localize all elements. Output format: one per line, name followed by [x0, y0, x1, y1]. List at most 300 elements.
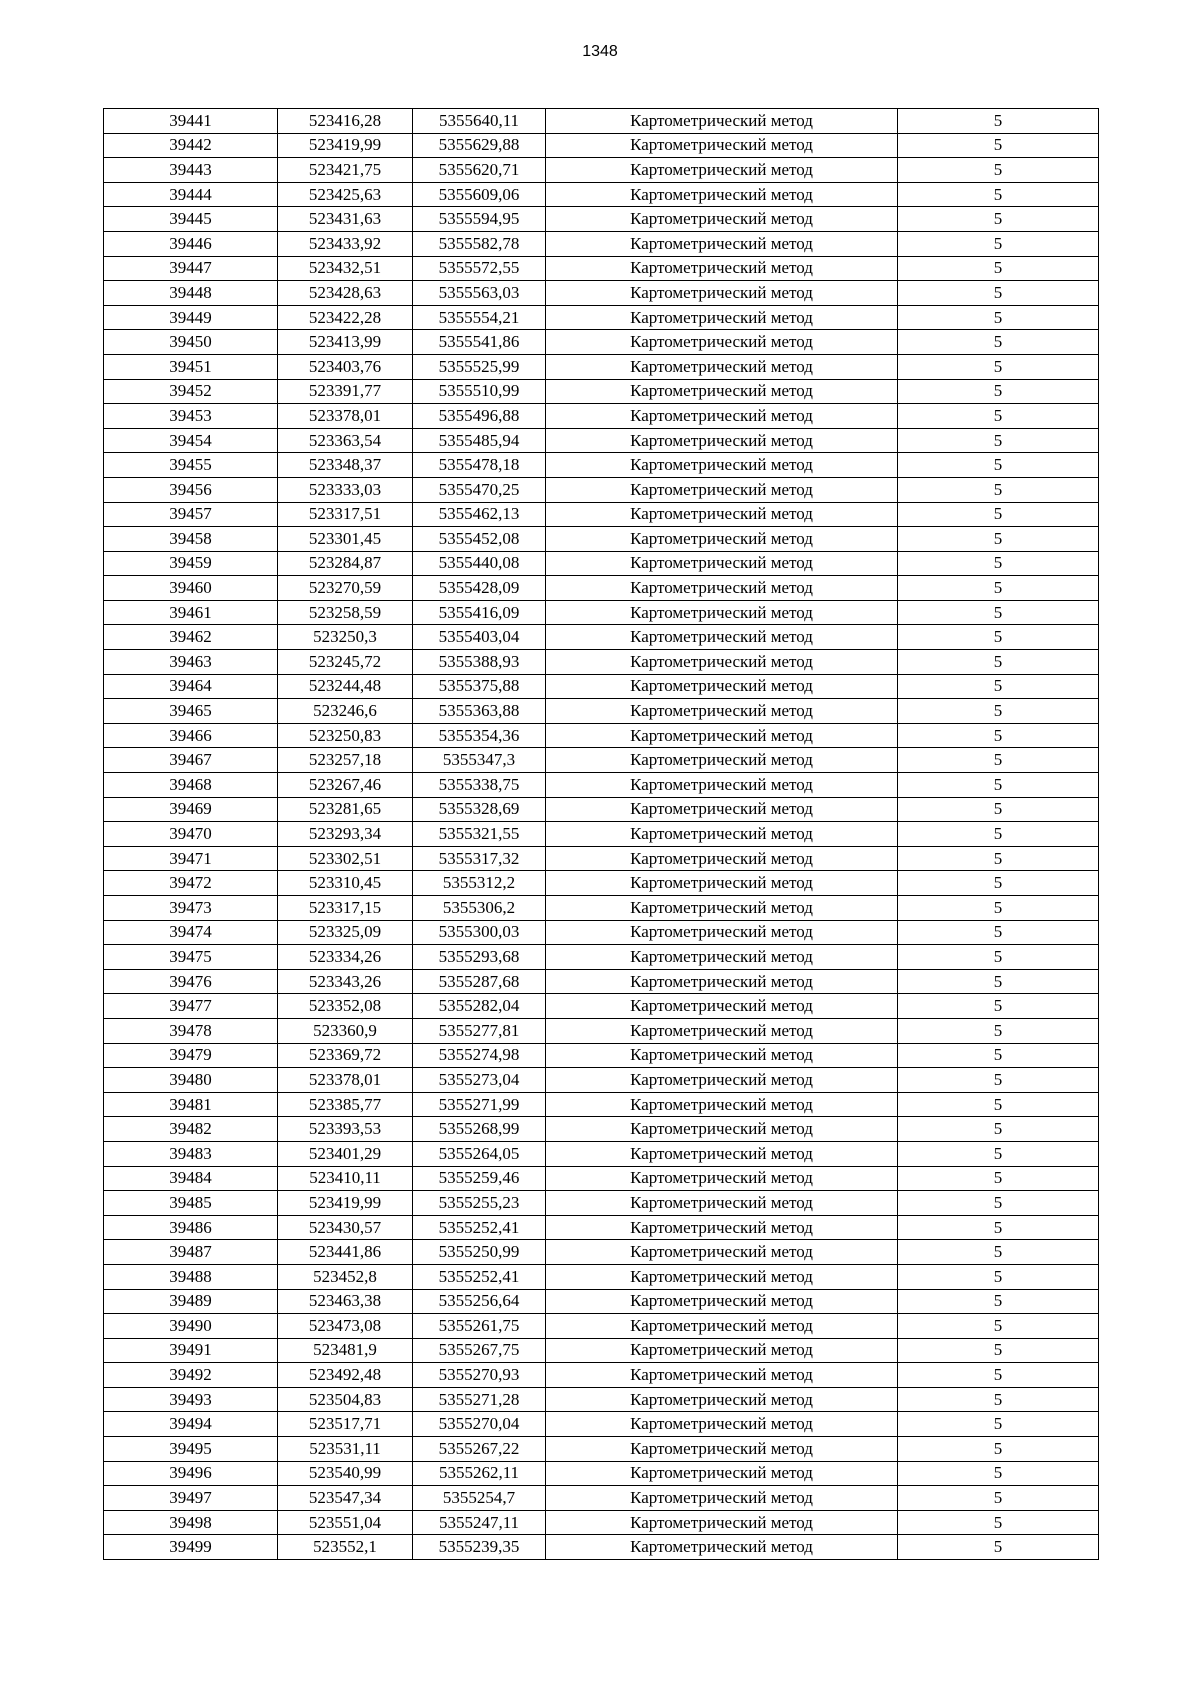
y-coordinate-cell: 5355262,11 — [413, 1461, 546, 1486]
y-coordinate-cell: 5355462,13 — [413, 502, 546, 527]
table-row — [104, 822, 1099, 847]
x-coordinate-cell: 523293,34 — [278, 822, 413, 847]
x-coordinate-cell: 523422,28 — [278, 305, 413, 330]
x-coordinate-cell: 523547,34 — [278, 1486, 413, 1511]
x-coordinate-cell: 523401,29 — [278, 1141, 413, 1166]
accuracy-cell: 5 — [898, 477, 1099, 502]
point-number-cell: 39484 — [104, 1166, 278, 1191]
point-number-cell: 39456 — [104, 477, 278, 502]
table-row — [104, 453, 1099, 478]
point-number-cell: 39457 — [104, 502, 278, 527]
x-coordinate-cell: 523244,48 — [278, 674, 413, 699]
y-coordinate-cell: 5355254,7 — [413, 1486, 546, 1511]
table-row — [104, 1264, 1099, 1289]
accuracy-cell: 5 — [898, 822, 1099, 847]
coordinates-table — [103, 108, 1099, 1560]
method-cell: Картометрический метод — [546, 1437, 898, 1462]
x-coordinate-cell: 523333,03 — [278, 477, 413, 502]
x-coordinate-cell: 523413,99 — [278, 330, 413, 355]
method-cell: Картометрический метод — [546, 354, 898, 379]
x-coordinate-cell: 523473,08 — [278, 1314, 413, 1339]
accuracy-cell: 5 — [898, 674, 1099, 699]
table-row — [104, 871, 1099, 896]
y-coordinate-cell: 5355282,04 — [413, 994, 546, 1019]
accuracy-cell: 5 — [898, 871, 1099, 896]
x-coordinate-cell: 523393,53 — [278, 1117, 413, 1142]
x-coordinate-cell: 523302,51 — [278, 846, 413, 871]
accuracy-cell: 5 — [898, 379, 1099, 404]
point-number-cell: 39481 — [104, 1092, 278, 1117]
method-cell: Картометрический метод — [546, 748, 898, 773]
table-row — [104, 477, 1099, 502]
point-number-cell: 39446 — [104, 231, 278, 256]
table-row — [104, 551, 1099, 576]
accuracy-cell: 5 — [898, 576, 1099, 601]
method-cell: Картометрический метод — [546, 207, 898, 232]
x-coordinate-cell: 523419,99 — [278, 133, 413, 158]
y-coordinate-cell: 5355312,2 — [413, 871, 546, 896]
point-number-cell: 39498 — [104, 1510, 278, 1535]
method-cell: Картометрический метод — [546, 674, 898, 699]
method-cell: Картометрический метод — [546, 1166, 898, 1191]
table-row — [104, 1068, 1099, 1093]
y-coordinate-cell: 5355267,22 — [413, 1437, 546, 1462]
table-row — [104, 379, 1099, 404]
method-cell: Картометрический метод — [546, 109, 898, 134]
y-coordinate-cell: 5355452,08 — [413, 527, 546, 552]
y-coordinate-cell: 5355388,93 — [413, 650, 546, 675]
accuracy-cell: 5 — [898, 600, 1099, 625]
accuracy-cell: 5 — [898, 428, 1099, 453]
accuracy-cell: 5 — [898, 354, 1099, 379]
point-number-cell: 39467 — [104, 748, 278, 773]
y-coordinate-cell: 5355273,04 — [413, 1068, 546, 1093]
y-coordinate-cell: 5355582,78 — [413, 231, 546, 256]
point-number-cell: 39450 — [104, 330, 278, 355]
point-number-cell: 39462 — [104, 625, 278, 650]
y-coordinate-cell: 5355271,99 — [413, 1092, 546, 1117]
accuracy-cell: 5 — [898, 1338, 1099, 1363]
x-coordinate-cell: 523284,87 — [278, 551, 413, 576]
table-row — [104, 674, 1099, 699]
x-coordinate-cell: 523551,04 — [278, 1510, 413, 1535]
table-row — [104, 1387, 1099, 1412]
x-coordinate-cell: 523492,48 — [278, 1363, 413, 1388]
table-row — [104, 1191, 1099, 1216]
x-coordinate-cell: 523403,76 — [278, 354, 413, 379]
point-number-cell: 39494 — [104, 1412, 278, 1437]
y-coordinate-cell: 5355306,2 — [413, 896, 546, 921]
accuracy-cell: 5 — [898, 1387, 1099, 1412]
point-number-cell: 39469 — [104, 797, 278, 822]
point-number-cell: 39477 — [104, 994, 278, 1019]
accuracy-cell: 5 — [898, 773, 1099, 798]
point-number-cell: 39445 — [104, 207, 278, 232]
table-row — [104, 1363, 1099, 1388]
y-coordinate-cell: 5355354,36 — [413, 723, 546, 748]
table-row — [104, 354, 1099, 379]
method-cell: Картометрический метод — [546, 1387, 898, 1412]
y-coordinate-cell: 5355239,35 — [413, 1535, 546, 1560]
point-number-cell: 39482 — [104, 1117, 278, 1142]
point-number-cell: 39448 — [104, 281, 278, 306]
point-number-cell: 39475 — [104, 945, 278, 970]
table-row — [104, 1141, 1099, 1166]
accuracy-cell: 5 — [898, 1486, 1099, 1511]
x-coordinate-cell: 523250,83 — [278, 723, 413, 748]
accuracy-cell: 5 — [898, 969, 1099, 994]
table-row — [104, 133, 1099, 158]
table-row — [104, 625, 1099, 650]
table-row — [104, 576, 1099, 601]
table-row — [104, 723, 1099, 748]
accuracy-cell: 5 — [898, 1043, 1099, 1068]
accuracy-cell: 5 — [898, 699, 1099, 724]
y-coordinate-cell: 5355252,41 — [413, 1215, 546, 1240]
point-number-cell: 39455 — [104, 453, 278, 478]
method-cell: Картометрический метод — [546, 453, 898, 478]
x-coordinate-cell: 523431,63 — [278, 207, 413, 232]
y-coordinate-cell: 5355287,68 — [413, 969, 546, 994]
point-number-cell: 39460 — [104, 576, 278, 601]
x-coordinate-cell: 523334,26 — [278, 945, 413, 970]
method-cell: Картометрический метод — [546, 723, 898, 748]
accuracy-cell: 5 — [898, 1363, 1099, 1388]
table-row — [104, 600, 1099, 625]
x-coordinate-cell: 523378,01 — [278, 404, 413, 429]
accuracy-cell: 5 — [898, 453, 1099, 478]
accuracy-cell: 5 — [898, 281, 1099, 306]
method-cell: Картометрический метод — [546, 1510, 898, 1535]
accuracy-cell: 5 — [898, 896, 1099, 921]
table-row — [104, 920, 1099, 945]
point-number-cell: 39468 — [104, 773, 278, 798]
accuracy-cell: 5 — [898, 920, 1099, 945]
y-coordinate-cell: 5355252,41 — [413, 1264, 546, 1289]
method-cell: Картометрический метод — [546, 797, 898, 822]
method-cell: Картометрический метод — [546, 1092, 898, 1117]
y-coordinate-cell: 5355609,06 — [413, 182, 546, 207]
point-number-cell: 39492 — [104, 1363, 278, 1388]
y-coordinate-cell: 5355594,95 — [413, 207, 546, 232]
x-coordinate-cell: 523410,11 — [278, 1166, 413, 1191]
accuracy-cell: 5 — [898, 1412, 1099, 1437]
point-number-cell: 39461 — [104, 600, 278, 625]
accuracy-cell: 5 — [898, 1289, 1099, 1314]
table-row — [104, 158, 1099, 183]
table-row — [104, 1314, 1099, 1339]
x-coordinate-cell: 523416,28 — [278, 109, 413, 134]
y-coordinate-cell: 5355510,99 — [413, 379, 546, 404]
y-coordinate-cell: 5355563,03 — [413, 281, 546, 306]
method-cell: Картометрический метод — [546, 502, 898, 527]
x-coordinate-cell: 523281,65 — [278, 797, 413, 822]
accuracy-cell: 5 — [898, 1535, 1099, 1560]
method-cell: Картометрический метод — [546, 822, 898, 847]
method-cell: Картометрический метод — [546, 773, 898, 798]
y-coordinate-cell: 5355255,23 — [413, 1191, 546, 1216]
method-cell: Картометрический метод — [546, 1068, 898, 1093]
method-cell: Картометрический метод — [546, 256, 898, 281]
method-cell: Картометрический метод — [546, 920, 898, 945]
y-coordinate-cell: 5355375,88 — [413, 674, 546, 699]
table-row — [104, 1117, 1099, 1142]
y-coordinate-cell: 5355317,32 — [413, 846, 546, 871]
x-coordinate-cell: 523428,63 — [278, 281, 413, 306]
table-row — [104, 1289, 1099, 1314]
y-coordinate-cell: 5355440,08 — [413, 551, 546, 576]
x-coordinate-cell: 523432,51 — [278, 256, 413, 281]
table-row — [104, 773, 1099, 798]
accuracy-cell: 5 — [898, 1510, 1099, 1535]
accuracy-cell: 5 — [898, 1092, 1099, 1117]
point-number-cell: 39471 — [104, 846, 278, 871]
table-row — [104, 1166, 1099, 1191]
table-row — [104, 1486, 1099, 1511]
y-coordinate-cell: 5355256,64 — [413, 1289, 546, 1314]
point-number-cell: 39479 — [104, 1043, 278, 1068]
point-number-cell: 39489 — [104, 1289, 278, 1314]
y-coordinate-cell: 5355541,86 — [413, 330, 546, 355]
accuracy-cell: 5 — [898, 748, 1099, 773]
point-number-cell: 39491 — [104, 1338, 278, 1363]
point-number-cell: 39476 — [104, 969, 278, 994]
table-row — [104, 330, 1099, 355]
x-coordinate-cell: 523325,09 — [278, 920, 413, 945]
table-row — [104, 231, 1099, 256]
y-coordinate-cell: 5355328,69 — [413, 797, 546, 822]
method-cell: Картометрический метод — [546, 846, 898, 871]
y-coordinate-cell: 5355274,98 — [413, 1043, 546, 1068]
page-number: 1348 — [582, 43, 618, 60]
table-row — [104, 502, 1099, 527]
point-number-cell: 39490 — [104, 1314, 278, 1339]
table-row — [104, 945, 1099, 970]
accuracy-cell: 5 — [898, 945, 1099, 970]
y-coordinate-cell: 5355277,81 — [413, 1018, 546, 1043]
accuracy-cell: 5 — [898, 527, 1099, 552]
table-row — [104, 1240, 1099, 1265]
x-coordinate-cell: 523348,37 — [278, 453, 413, 478]
x-coordinate-cell: 523531,11 — [278, 1437, 413, 1462]
point-number-cell: 39443 — [104, 158, 278, 183]
table-row — [104, 1338, 1099, 1363]
table-row — [104, 1535, 1099, 1560]
accuracy-cell: 5 — [898, 1018, 1099, 1043]
table-row — [104, 182, 1099, 207]
method-cell: Картометрический метод — [546, 182, 898, 207]
y-coordinate-cell: 5355321,55 — [413, 822, 546, 847]
method-cell: Картометрический метод — [546, 1461, 898, 1486]
x-coordinate-cell: 523310,45 — [278, 871, 413, 896]
accuracy-cell: 5 — [898, 1068, 1099, 1093]
y-coordinate-cell: 5355300,03 — [413, 920, 546, 945]
point-number-cell: 39444 — [104, 182, 278, 207]
point-number-cell: 39463 — [104, 650, 278, 675]
y-coordinate-cell: 5355363,88 — [413, 699, 546, 724]
accuracy-cell: 5 — [898, 158, 1099, 183]
x-coordinate-cell: 523441,86 — [278, 1240, 413, 1265]
point-number-cell: 39451 — [104, 354, 278, 379]
x-coordinate-cell: 523452,8 — [278, 1264, 413, 1289]
point-number-cell: 39486 — [104, 1215, 278, 1240]
point-number-cell: 39473 — [104, 896, 278, 921]
method-cell: Картометрический метод — [546, 477, 898, 502]
y-coordinate-cell: 5355403,04 — [413, 625, 546, 650]
method-cell: Картометрический метод — [546, 527, 898, 552]
y-coordinate-cell: 5355270,04 — [413, 1412, 546, 1437]
y-coordinate-cell: 5355293,68 — [413, 945, 546, 970]
method-cell: Картометрический метод — [546, 1486, 898, 1511]
x-coordinate-cell: 523419,99 — [278, 1191, 413, 1216]
y-coordinate-cell: 5355478,18 — [413, 453, 546, 478]
table-row — [104, 797, 1099, 822]
y-coordinate-cell: 5355268,99 — [413, 1117, 546, 1142]
point-number-cell: 39485 — [104, 1191, 278, 1216]
x-coordinate-cell: 523317,51 — [278, 502, 413, 527]
y-coordinate-cell: 5355347,3 — [413, 748, 546, 773]
accuracy-cell: 5 — [898, 1166, 1099, 1191]
x-coordinate-cell: 523421,75 — [278, 158, 413, 183]
accuracy-cell: 5 — [898, 625, 1099, 650]
accuracy-cell: 5 — [898, 797, 1099, 822]
method-cell: Картометрический метод — [546, 625, 898, 650]
method-cell: Картометрический метод — [546, 281, 898, 306]
method-cell: Картометрический метод — [546, 994, 898, 1019]
point-number-cell: 39452 — [104, 379, 278, 404]
method-cell: Картометрический метод — [546, 1535, 898, 1560]
x-coordinate-cell: 523540,99 — [278, 1461, 413, 1486]
point-number-cell: 39487 — [104, 1240, 278, 1265]
accuracy-cell: 5 — [898, 1264, 1099, 1289]
method-cell: Картометрический метод — [546, 551, 898, 576]
point-number-cell: 39483 — [104, 1141, 278, 1166]
accuracy-cell: 5 — [898, 502, 1099, 527]
point-number-cell: 39496 — [104, 1461, 278, 1486]
y-coordinate-cell: 5355428,09 — [413, 576, 546, 601]
x-coordinate-cell: 523363,54 — [278, 428, 413, 453]
table-row — [104, 256, 1099, 281]
point-number-cell: 39458 — [104, 527, 278, 552]
method-cell: Картометрический метод — [546, 1191, 898, 1216]
table-row — [104, 1412, 1099, 1437]
y-coordinate-cell: 5355261,75 — [413, 1314, 546, 1339]
accuracy-cell: 5 — [898, 109, 1099, 134]
method-cell: Картометрический метод — [546, 1363, 898, 1388]
accuracy-cell: 5 — [898, 1240, 1099, 1265]
accuracy-cell: 5 — [898, 1141, 1099, 1166]
y-coordinate-cell: 5355620,71 — [413, 158, 546, 183]
x-coordinate-cell: 523430,57 — [278, 1215, 413, 1240]
point-number-cell: 39466 — [104, 723, 278, 748]
y-coordinate-cell: 5355338,75 — [413, 773, 546, 798]
table-row — [104, 1461, 1099, 1486]
accuracy-cell: 5 — [898, 551, 1099, 576]
table-row — [104, 1043, 1099, 1068]
accuracy-cell: 5 — [898, 1215, 1099, 1240]
table-row — [104, 281, 1099, 306]
table-row — [104, 969, 1099, 994]
y-coordinate-cell: 5355640,11 — [413, 109, 546, 134]
point-number-cell: 39478 — [104, 1018, 278, 1043]
y-coordinate-cell: 5355267,75 — [413, 1338, 546, 1363]
table-row — [104, 1018, 1099, 1043]
x-coordinate-cell: 523317,15 — [278, 896, 413, 921]
x-coordinate-cell: 523391,77 — [278, 379, 413, 404]
point-number-cell: 39441 — [104, 109, 278, 134]
table-row — [104, 699, 1099, 724]
method-cell: Картометрический метод — [546, 699, 898, 724]
method-cell: Картометрический метод — [546, 576, 898, 601]
y-coordinate-cell: 5355250,99 — [413, 1240, 546, 1265]
y-coordinate-cell: 5355572,55 — [413, 256, 546, 281]
method-cell: Картометрический метод — [546, 379, 898, 404]
table-row — [104, 896, 1099, 921]
x-coordinate-cell: 523343,26 — [278, 969, 413, 994]
y-coordinate-cell: 5355270,93 — [413, 1363, 546, 1388]
method-cell: Картометрический метод — [546, 1314, 898, 1339]
accuracy-cell: 5 — [898, 1437, 1099, 1462]
y-coordinate-cell: 5355496,88 — [413, 404, 546, 429]
method-cell: Картометрический метод — [546, 231, 898, 256]
method-cell: Картометрический метод — [546, 871, 898, 896]
method-cell: Картометрический метод — [546, 1289, 898, 1314]
accuracy-cell: 5 — [898, 182, 1099, 207]
point-number-cell: 39497 — [104, 1486, 278, 1511]
table-row — [104, 404, 1099, 429]
method-cell: Картометрический метод — [546, 650, 898, 675]
point-number-cell: 39470 — [104, 822, 278, 847]
accuracy-cell: 5 — [898, 1117, 1099, 1142]
method-cell: Картометрический метод — [546, 1412, 898, 1437]
table-row — [104, 650, 1099, 675]
y-coordinate-cell: 5355554,21 — [413, 305, 546, 330]
point-number-cell: 39493 — [104, 1387, 278, 1412]
accuracy-cell: 5 — [898, 1191, 1099, 1216]
point-number-cell: 39454 — [104, 428, 278, 453]
point-number-cell: 39465 — [104, 699, 278, 724]
table-row — [104, 1437, 1099, 1462]
y-coordinate-cell: 5355247,11 — [413, 1510, 546, 1535]
accuracy-cell: 5 — [898, 846, 1099, 871]
point-number-cell: 39495 — [104, 1437, 278, 1462]
accuracy-cell: 5 — [898, 723, 1099, 748]
x-coordinate-cell: 523425,63 — [278, 182, 413, 207]
x-coordinate-cell: 523360,9 — [278, 1018, 413, 1043]
accuracy-cell: 5 — [898, 994, 1099, 1019]
y-coordinate-cell: 5355264,05 — [413, 1141, 546, 1166]
y-coordinate-cell: 5355470,25 — [413, 477, 546, 502]
table-row — [104, 994, 1099, 1019]
table-row — [104, 207, 1099, 232]
point-number-cell: 39442 — [104, 133, 278, 158]
x-coordinate-cell: 523369,72 — [278, 1043, 413, 1068]
table-row — [104, 305, 1099, 330]
table-row — [104, 428, 1099, 453]
y-coordinate-cell: 5355416,09 — [413, 600, 546, 625]
method-cell: Картометрический метод — [546, 1240, 898, 1265]
x-coordinate-cell: 523481,9 — [278, 1338, 413, 1363]
point-number-cell: 39474 — [104, 920, 278, 945]
x-coordinate-cell: 523270,59 — [278, 576, 413, 601]
table-row — [104, 527, 1099, 552]
method-cell: Картометрический метод — [546, 158, 898, 183]
x-coordinate-cell: 523257,18 — [278, 748, 413, 773]
method-cell: Картометрический метод — [546, 133, 898, 158]
x-coordinate-cell: 523463,38 — [278, 1289, 413, 1314]
method-cell: Картометрический метод — [546, 305, 898, 330]
x-coordinate-cell: 523250,3 — [278, 625, 413, 650]
